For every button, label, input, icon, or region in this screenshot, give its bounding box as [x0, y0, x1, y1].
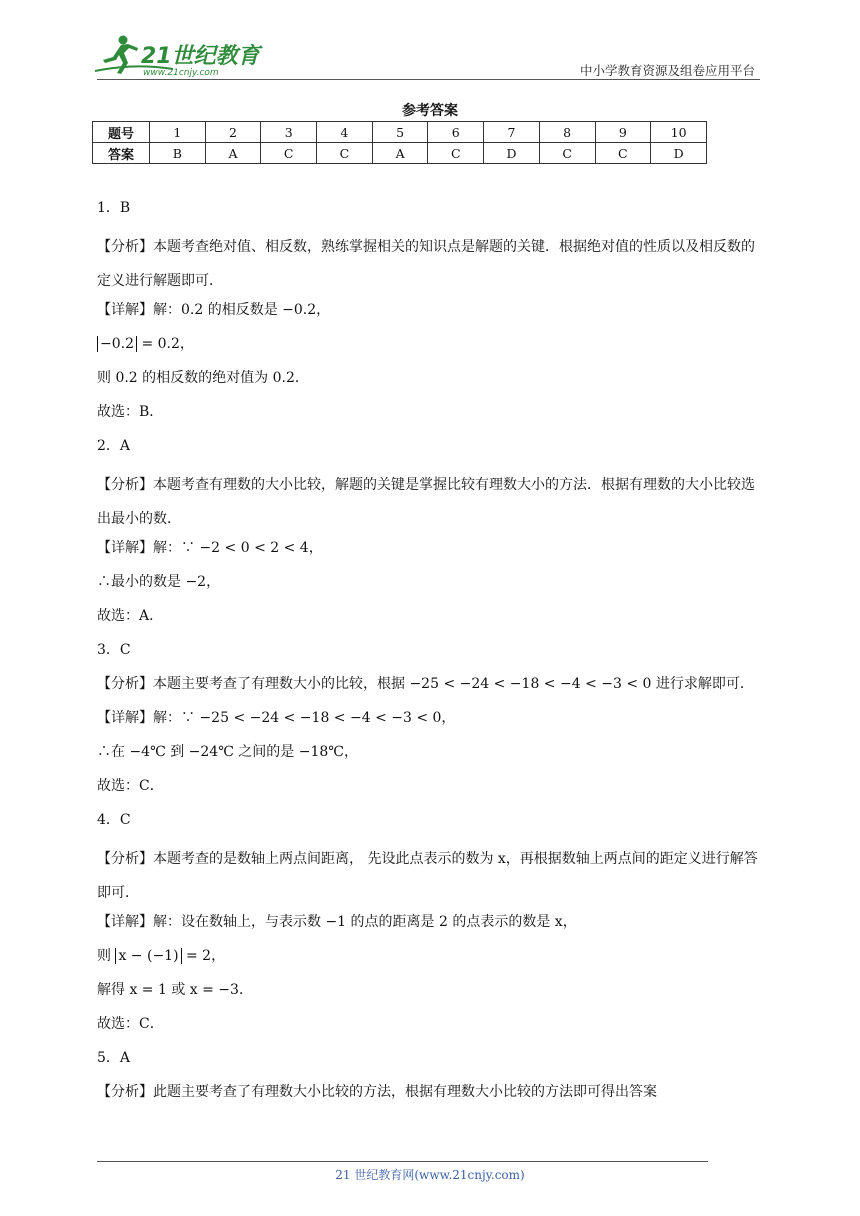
- q4-conclusion: 解得 x = 1 或 x = −3．: [97, 982, 253, 998]
- question-number-row: [93, 122, 707, 143]
- q1-detail: 【详解】解：0.2 的相反数是 −0.2，: [97, 302, 331, 318]
- q2-analysis: 【分析】本题考查有理数的大小比较，解题的关键是掌握比较有理数大小的方法．根据有理数的大小比较选出最小的数．: [97, 477, 755, 527]
- footer-divider: [97, 1161, 708, 1162]
- table-cell: 2: [205, 122, 261, 143]
- table-cell: 9: [595, 122, 651, 143]
- q3-conclusion: ∴在 −4℃ 到 −24℃ 之间的是 −18℃，: [97, 744, 358, 760]
- q3-heading: 3．C: [97, 642, 131, 658]
- row-label-number: 题号: [93, 122, 150, 143]
- abs-expression: x − (−1): [115, 948, 181, 964]
- table-cell: B: [150, 143, 206, 164]
- brand-logo: [93, 33, 263, 79]
- header-divider: [97, 79, 760, 80]
- q1-analysis: 【分析】本题考查绝对值、相反数，熟练掌握相关的知识点是解题的关键．根据绝对值的性质以及相反数的定义进行解题即可．: [97, 239, 755, 289]
- header-platform-label: 中小学教育资源及组卷应用平台: [579, 63, 755, 78]
- q1-conclusion: 则 0.2 的相反数的绝对值为 0.2．: [97, 370, 309, 386]
- q4-detail: 【详解】解：设在数轴上，与表示数 −1 的点的距离是 2 的点表示的数是 x，: [97, 914, 577, 930]
- q1-heading: 1．B: [97, 200, 131, 216]
- table-cell: C: [428, 143, 484, 164]
- q5-heading: 5．A: [97, 1050, 131, 1066]
- table-cell: C: [595, 143, 651, 164]
- q2-detail: 【详解】解：∵ −2 < 0 < 2 < 4，: [97, 540, 323, 556]
- q2-choice: 故选：A．: [97, 608, 164, 624]
- row-label-answer: 答案: [93, 143, 150, 164]
- page-header: [0, 0, 860, 90]
- svg-text:www.21cnjy.com: www.21cnjy.com: [143, 68, 219, 78]
- table-cell: 8: [539, 122, 595, 143]
- q5-analysis: 【分析】此题主要考查了有理数大小比较的方法，根据有理数大小比较的方法即可得出答案: [97, 1084, 657, 1100]
- q3-analysis: 【分析】本题主要考查了有理数大小的比较，根据 −25 < −24 < −18 < −4 < −3 < 0 进行求解即可．: [97, 676, 754, 692]
- footer-link[interactable]: 21 世纪教育网(www.21cnjy.com): [335, 1168, 525, 1182]
- table-cell: 3: [261, 122, 317, 143]
- q2-conclusion: ∴最小的数是 −2，: [97, 574, 221, 590]
- table-cell: C: [539, 143, 595, 164]
- table-cell: 1: [150, 122, 206, 143]
- q4-abs-equation: [97, 944, 763, 978]
- q3-choice: 故选：C．: [97, 778, 164, 794]
- table-cell: A: [205, 143, 261, 164]
- q4-analysis: 【分析】本题考查的是数轴上两点间距离， 先设此点表示的数为 x，再根据数轴上两点间的距定义进行解答即可．: [97, 851, 758, 901]
- q4-choice: 故选：C．: [97, 1016, 164, 1032]
- q2-heading: 2．A: [97, 438, 131, 454]
- runner-logo-icon: [93, 33, 263, 79]
- abs-prefix: 则: [97, 948, 116, 964]
- answer-row: [93, 143, 707, 164]
- answer-key-table: [92, 121, 707, 164]
- table-cell: A: [372, 143, 428, 164]
- answer-key-title: 参考答案: [402, 103, 458, 119]
- abs-expression: −0.2: [97, 336, 137, 352]
- table-cell: 4: [317, 122, 373, 143]
- table-cell: D: [484, 143, 540, 164]
- table-cell: D: [651, 143, 707, 164]
- table-cell: 10: [651, 122, 707, 143]
- table-cell: 5: [372, 122, 428, 143]
- svg-text:21世纪教育: 21世纪教育: [141, 44, 260, 69]
- solutions-body: [97, 196, 763, 1114]
- abs-result: = 0.2，: [137, 336, 194, 352]
- table-cell: C: [261, 143, 317, 164]
- q3-detail: 【详解】解：∵ −25 < −24 < −18 < −4 < −3 < 0，: [97, 710, 456, 726]
- table-cell: 6: [428, 122, 484, 143]
- q1-choice: 故选：B．: [97, 404, 164, 420]
- q4-heading: 4．C: [97, 812, 131, 828]
- abs-result: = 2，: [181, 948, 226, 964]
- table-cell: 7: [484, 122, 540, 143]
- table-cell: C: [317, 143, 373, 164]
- q1-abs-equation: [97, 332, 763, 366]
